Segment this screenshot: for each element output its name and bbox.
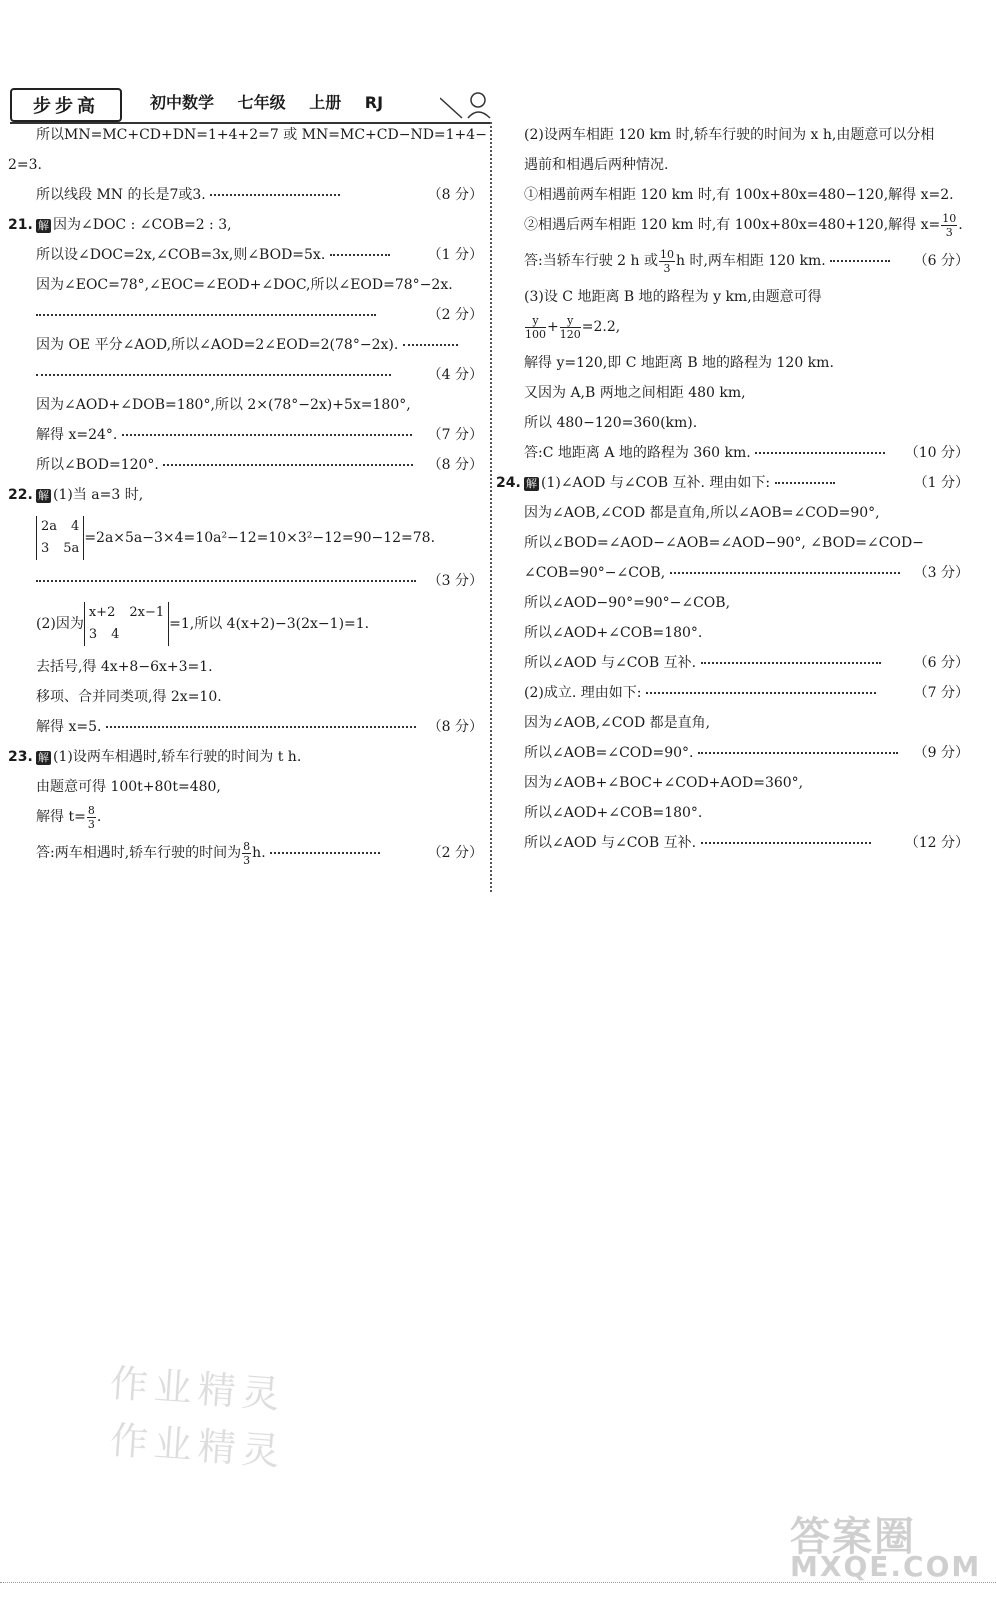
answer-line: 因为 OE 平分∠AOD,所以∠AOD=2∠EOD=2(78°−2x).: [8, 330, 483, 360]
answer-line: [8, 300, 483, 330]
answer-line: (3)设 C 地距离 B 地的路程为 y km,由题意可得: [524, 289, 822, 305]
question-number: 21.: [8, 217, 33, 233]
answer-line: (2)设两车相距 120 km 时,轿车行驶的时间为 x h,由题意可以分相: [524, 127, 935, 143]
answer-line: 因为∠AOB,∠COD 都是直角,: [524, 715, 711, 731]
column-divider: [490, 122, 492, 892]
score-mark: （12 分）: [904, 835, 969, 851]
score-mark: （3 分）: [913, 565, 969, 581]
answer-line: 所以 480−120=360(km).: [524, 415, 698, 431]
answer-line: 解得 x=5. （8 分）: [8, 712, 483, 742]
subject-label: 初中数学: [150, 93, 215, 112]
fraction: $\frac{y}{100}$: [525, 313, 546, 341]
score-mark: （4 分）: [427, 367, 483, 383]
volume-label: 上册: [309, 93, 342, 112]
answer-line: ①相遇前两车相距 120 km 时,有 100x+80x=480−120,解得 x=2.: [524, 187, 954, 203]
answer-line: 移项、合并同类项,得 2x=10.: [36, 689, 222, 705]
answer-line: $\frac{y}{100}$ + $\frac{y}{120}$ =2.2,: [525, 313, 621, 341]
answer-line: ②相遇后两车相距 120 km 时,有 100x+80x=480+120,解得 x= $\frac{10}{3}$ .: [524, 211, 963, 239]
score-mark: （8 分）: [427, 457, 483, 473]
fraction: $\frac{8}{3}$: [87, 803, 95, 831]
answer-line: 答:当轿车行驶 2 h 或 $\frac{10}{3}$ h 时,两车相距 120 km. （6 分）: [524, 247, 969, 275]
determinant: 2a 4 3 5a: [36, 516, 84, 560]
answer-line: 所以∠AOD−90°=90°−∠COB,: [524, 595, 731, 611]
decorative-figure-icon: [440, 88, 500, 120]
question-24: 24. 解 (1)∠AOD 与∠COB 互补. 理由如下: （1 分）: [496, 468, 969, 498]
watermark: 作业精灵: [108, 1360, 288, 1418]
watermark-logo: 答案圈: [790, 1514, 916, 1560]
answer-line: 2a 4 3 5a =2a×5a−3×4=10a²−12=10×3²−12=90−12=78.: [8, 510, 483, 566]
answer-line: 所以∠AOD 与∠COB 互补. （6 分）: [524, 648, 969, 678]
answer-line: 所以∠AOD+∠COB=180°.: [524, 625, 703, 641]
right-column: [496, 120, 969, 858]
solution-badge-icon: 解: [526, 477, 537, 490]
answer-line: 所以线段 MN 的长是7或3. （8 分）: [8, 180, 483, 210]
answer-line: 所以∠AOB=∠COD=90°. （9 分）: [524, 738, 969, 768]
answer-line: 所以设∠DOC=2x,∠COB=3x,则∠BOD=5x. （1 分）: [8, 240, 483, 270]
solution-badge-icon: 解: [38, 489, 49, 502]
answer-line: ∠COB=90°−∠COB, （3 分）: [524, 558, 969, 588]
answer-line: 所以∠BOD=120°. （8 分）: [8, 450, 483, 480]
fraction: $\frac{y}{120}$: [559, 313, 581, 341]
score-mark: （1 分）: [427, 247, 483, 263]
edition-label: RJ: [364, 93, 384, 112]
score-mark: （2 分）: [427, 307, 483, 323]
question-22: 22. 解 (1)当 a=3 时,: [8, 480, 483, 510]
answer-line: 解得 y=120,即 C 地距离 B 地的路程为 120 km.: [524, 355, 834, 371]
solution-badge-icon: 解: [38, 751, 49, 764]
answer-line: 因为∠AOD+∠DOB=180°,所以 2×(78°−2x)+5x=180°,: [36, 397, 411, 413]
answer-line: 因为∠AOB,∠COD 都是直角,所以∠AOB=∠COD=90°,: [524, 505, 880, 521]
answer-line: 遇前和相遇后两种情况.: [524, 157, 669, 173]
fraction: $\frac{8}{3}$: [243, 839, 251, 867]
answer-line: 答:两车相遇时,轿车行驶的时间为 $\frac{8}{3}$ h. （2 分）: [36, 839, 483, 867]
score-mark: （1 分）: [913, 475, 969, 491]
determinant: x+2 2x−1 3 4: [84, 602, 169, 646]
score-mark: （6 分）: [913, 253, 969, 269]
score-mark: （3 分）: [427, 573, 483, 589]
watermark: 作业精灵: [108, 1417, 288, 1475]
score-mark: （9 分）: [913, 745, 969, 761]
fraction: $\frac{10}{3}$: [660, 247, 674, 275]
answer-line: (2)因为 x+2 2x−1 3 4 =1,所以 4(x+2)−3(2x−1)=1.: [8, 596, 483, 652]
watermark-url: MXQE.COM: [790, 1550, 982, 1583]
answer-line: 解得 t= $\frac{8}{3}$ .: [36, 803, 102, 831]
answer-line: 所以∠AOD 与∠COB 互补. （12 分）: [524, 828, 969, 858]
question-number: 24.: [496, 475, 521, 491]
score-mark: （10 分）: [904, 445, 969, 461]
score-mark: （7 分）: [427, 427, 483, 443]
answer-line: 因为∠EOC=78°,∠EOC=∠EOD+∠DOC,所以∠EOD=78°−2x.: [36, 277, 453, 293]
answer-line: 所以∠BOD=∠AOD−∠AOB=∠AOD−90°, ∠BOD=∠COD−: [524, 535, 924, 551]
answer-line: 答:C 地距离 A 地的路程为 360 km. （10 分）: [524, 438, 969, 468]
answer-line: 2=3.: [8, 157, 42, 173]
question-number: 22.: [8, 487, 33, 503]
score-mark: （7 分）: [913, 685, 969, 701]
score-mark: （2 分）: [427, 845, 483, 861]
answer-line: 又因为 A,B 两地之间相距 480 km,: [524, 385, 746, 401]
score-mark: （8 分）: [427, 719, 483, 735]
left-column: [8, 120, 487, 874]
answer-line: [8, 360, 483, 390]
answer-line: (2)成立. 理由如下: （7 分）: [524, 678, 969, 708]
answer-line: 去括号,得 4x+8−6x+3=1.: [36, 659, 213, 675]
question-number: 23.: [8, 749, 33, 765]
question-21: 21. 解 因为∠DOC : ∠COB=2 : 3,: [8, 210, 483, 240]
answer-line: 因为∠AOB+∠BOC+∠COD+AOD=360°,: [524, 775, 804, 791]
question-23: 23. 解 (1)设两车相遇时,轿车行驶的时间为 t h.: [8, 742, 483, 772]
answer-line: 解得 x=24°. （7 分）: [8, 420, 483, 450]
answer-line: [8, 566, 483, 596]
page-header: [0, 0, 996, 125]
score-mark: （6 分）: [913, 655, 969, 671]
solution-badge-icon: 解: [38, 219, 49, 232]
answer-line: 由题意可得 100t+80t=480,: [36, 779, 221, 795]
answer-line: 所以∠AOD+∠COB=180°.: [524, 805, 703, 821]
book-title: [150, 90, 401, 113]
fraction: $\frac{10}{3}$: [942, 211, 957, 239]
score-mark: （8 分）: [427, 187, 483, 203]
answer-line: 所以MN=MC+CD+DN=1+4+2=7 或 MN=MC+CD−ND=1+4−: [36, 127, 487, 143]
brand-logo: 步步高: [10, 88, 122, 122]
footer-rule: [0, 1582, 996, 1583]
grade-label: 七年级: [237, 93, 286, 112]
